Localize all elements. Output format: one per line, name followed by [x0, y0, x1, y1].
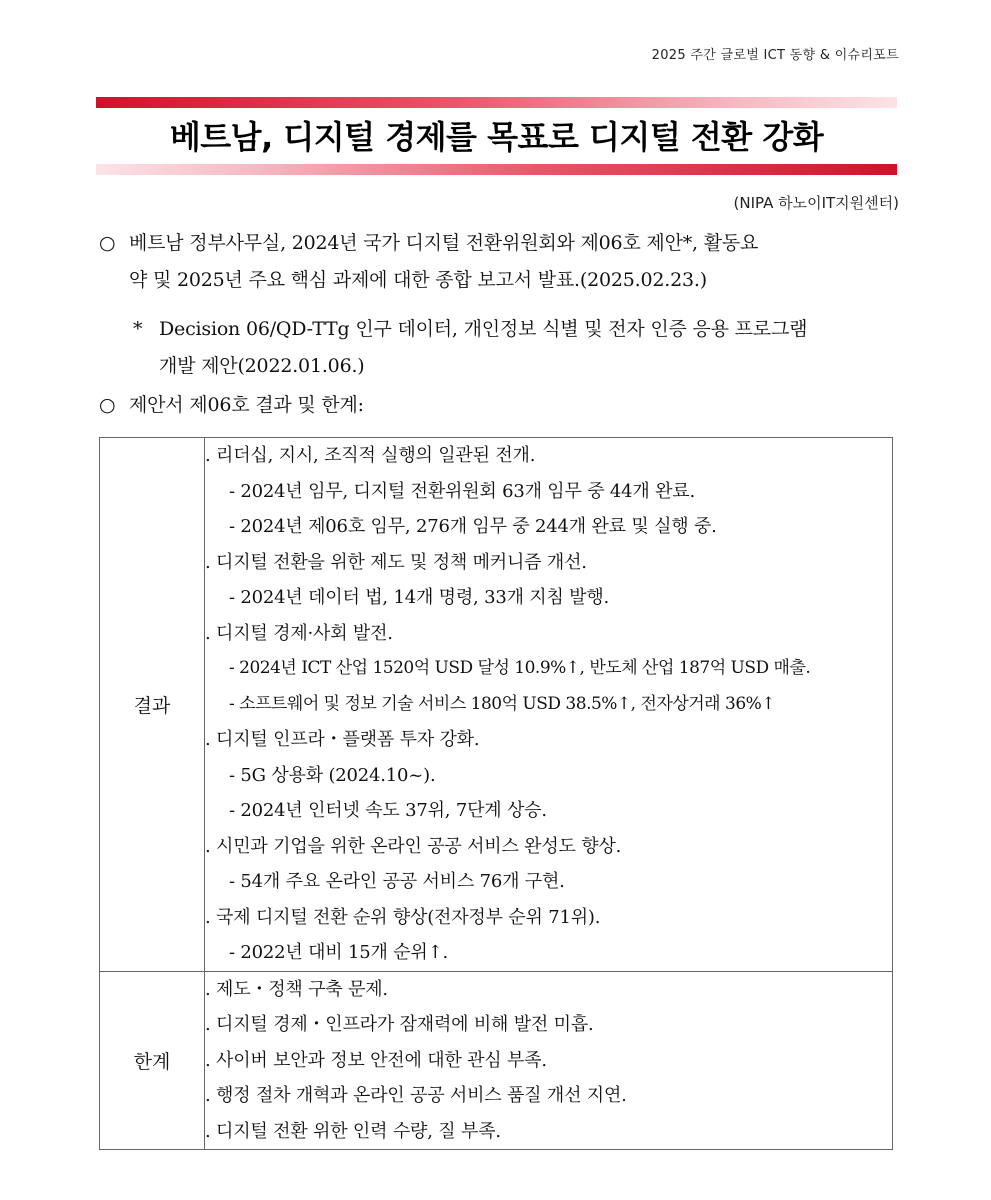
limits-cell — [205, 971, 893, 1150]
table-row-results — [100, 438, 893, 972]
list-item: - 2022년 대비 15개 순위↑. — [229, 942, 449, 963]
list-item: . 행정 절차 개혁과 온라인 공공 서비스 품질 개선 지연. — [205, 1085, 627, 1106]
list-item: - 2024년 임무, 디지털 전환위원회 63개 임무 중 44개 완료. — [229, 480, 696, 502]
list-item: . 디지털 전환 위한 인력 수량, 질 부족. — [205, 1120, 501, 1142]
limits-label: 한계 — [100, 971, 205, 1150]
paragraph-1-line-2: 약 및 2025년 주요 핵심 과제에 대한 종합 보고서 발표.(2025.02.23.) — [129, 269, 707, 291]
paragraph-2 — [99, 392, 364, 418]
paragraph-2-text: 제안서 제06호 결과 및 한계: — [129, 394, 364, 416]
circle-bullet-icon: ○ — [99, 232, 116, 254]
list-item: - 2024년 ICT 산업 1520억 USD 달성 10.9%↑, 반도체 산업 187억 USD 매출. — [229, 658, 811, 678]
list-item: - 2024년 데이터 법, 14개 명령, 33개 지침 발행. — [229, 587, 610, 608]
list-item: - 54개 주요 온라인 공공 서비스 76개 구현. — [229, 871, 565, 892]
results-label: 결과 — [100, 438, 205, 972]
list-item: . 디지털 경제·사회 발전. — [205, 622, 393, 644]
paragraph-1-line-1 — [99, 230, 758, 256]
results-limits-table — [99, 437, 893, 1150]
list-item: - 소프트웨어 및 정보 기술 서비스 180억 USD 38.5%↑, 전자상거래 36%↑ — [229, 693, 776, 714]
list-item: . 시민과 기업을 위한 온라인 공공 서비스 완성도 향상. — [205, 835, 622, 857]
list-item: . 국제 디지털 전환 순위 향상(전자정부 순위 71위). — [205, 906, 601, 928]
table-row-limits — [100, 971, 893, 1150]
paragraph-1-text: 베트남 정부사무실, 2024년 국가 디지털 전환위원회와 제06호 제안*, 활동요 — [129, 232, 759, 254]
footnote-line-1 — [133, 316, 807, 342]
list-item: . 디지털 인프라・플랫폼 투자 강화. — [205, 729, 480, 750]
title-bar-top — [96, 97, 897, 108]
footnote-line-2: 개발 제안(2022.01.06.) — [159, 355, 365, 377]
results-cell — [205, 438, 893, 972]
asterisk-icon: * — [133, 318, 143, 340]
list-item: - 2024년 제06호 임무, 276개 임무 중 244개 완료 및 실행 중. — [229, 516, 717, 537]
page-title: 베트남, 디지털 경제를 목표로 디지털 전환 강화 — [169, 118, 824, 156]
list-item: - 2024년 인터넷 속도 37위, 7단계 상승. — [229, 800, 547, 821]
list-item: . 디지털 경제・인프라가 잠재력에 비해 발전 미흡. — [205, 1014, 594, 1035]
list-item: . 제도・정책 구축 문제. — [205, 978, 388, 1000]
circle-bullet-icon: ○ — [99, 394, 116, 416]
list-item: - 5G 상용화 (2024.10~). — [229, 764, 436, 786]
footnote-text: Decision 06/QD-TTg 인구 데이터, 개인정보 식별 및 전자 인증 응용 프로그램 — [159, 318, 808, 340]
title-bar-bottom — [96, 164, 897, 175]
list-item: . 리더십, 지시, 조직적 실행의 일관된 전개. — [205, 445, 536, 466]
list-item: . 사이버 보안과 정보 안전에 대한 관심 부족. — [205, 1049, 547, 1071]
source-credit: (NIPA 하노이IT지원센터) — [733, 194, 899, 212]
list-item: . 디지털 전환을 위한 제도 및 정책 메커니즘 개선. — [205, 551, 587, 573]
running-header: 2025 주간 글로벌 ICT 동향 & 이슈리포트 — [651, 48, 899, 63]
